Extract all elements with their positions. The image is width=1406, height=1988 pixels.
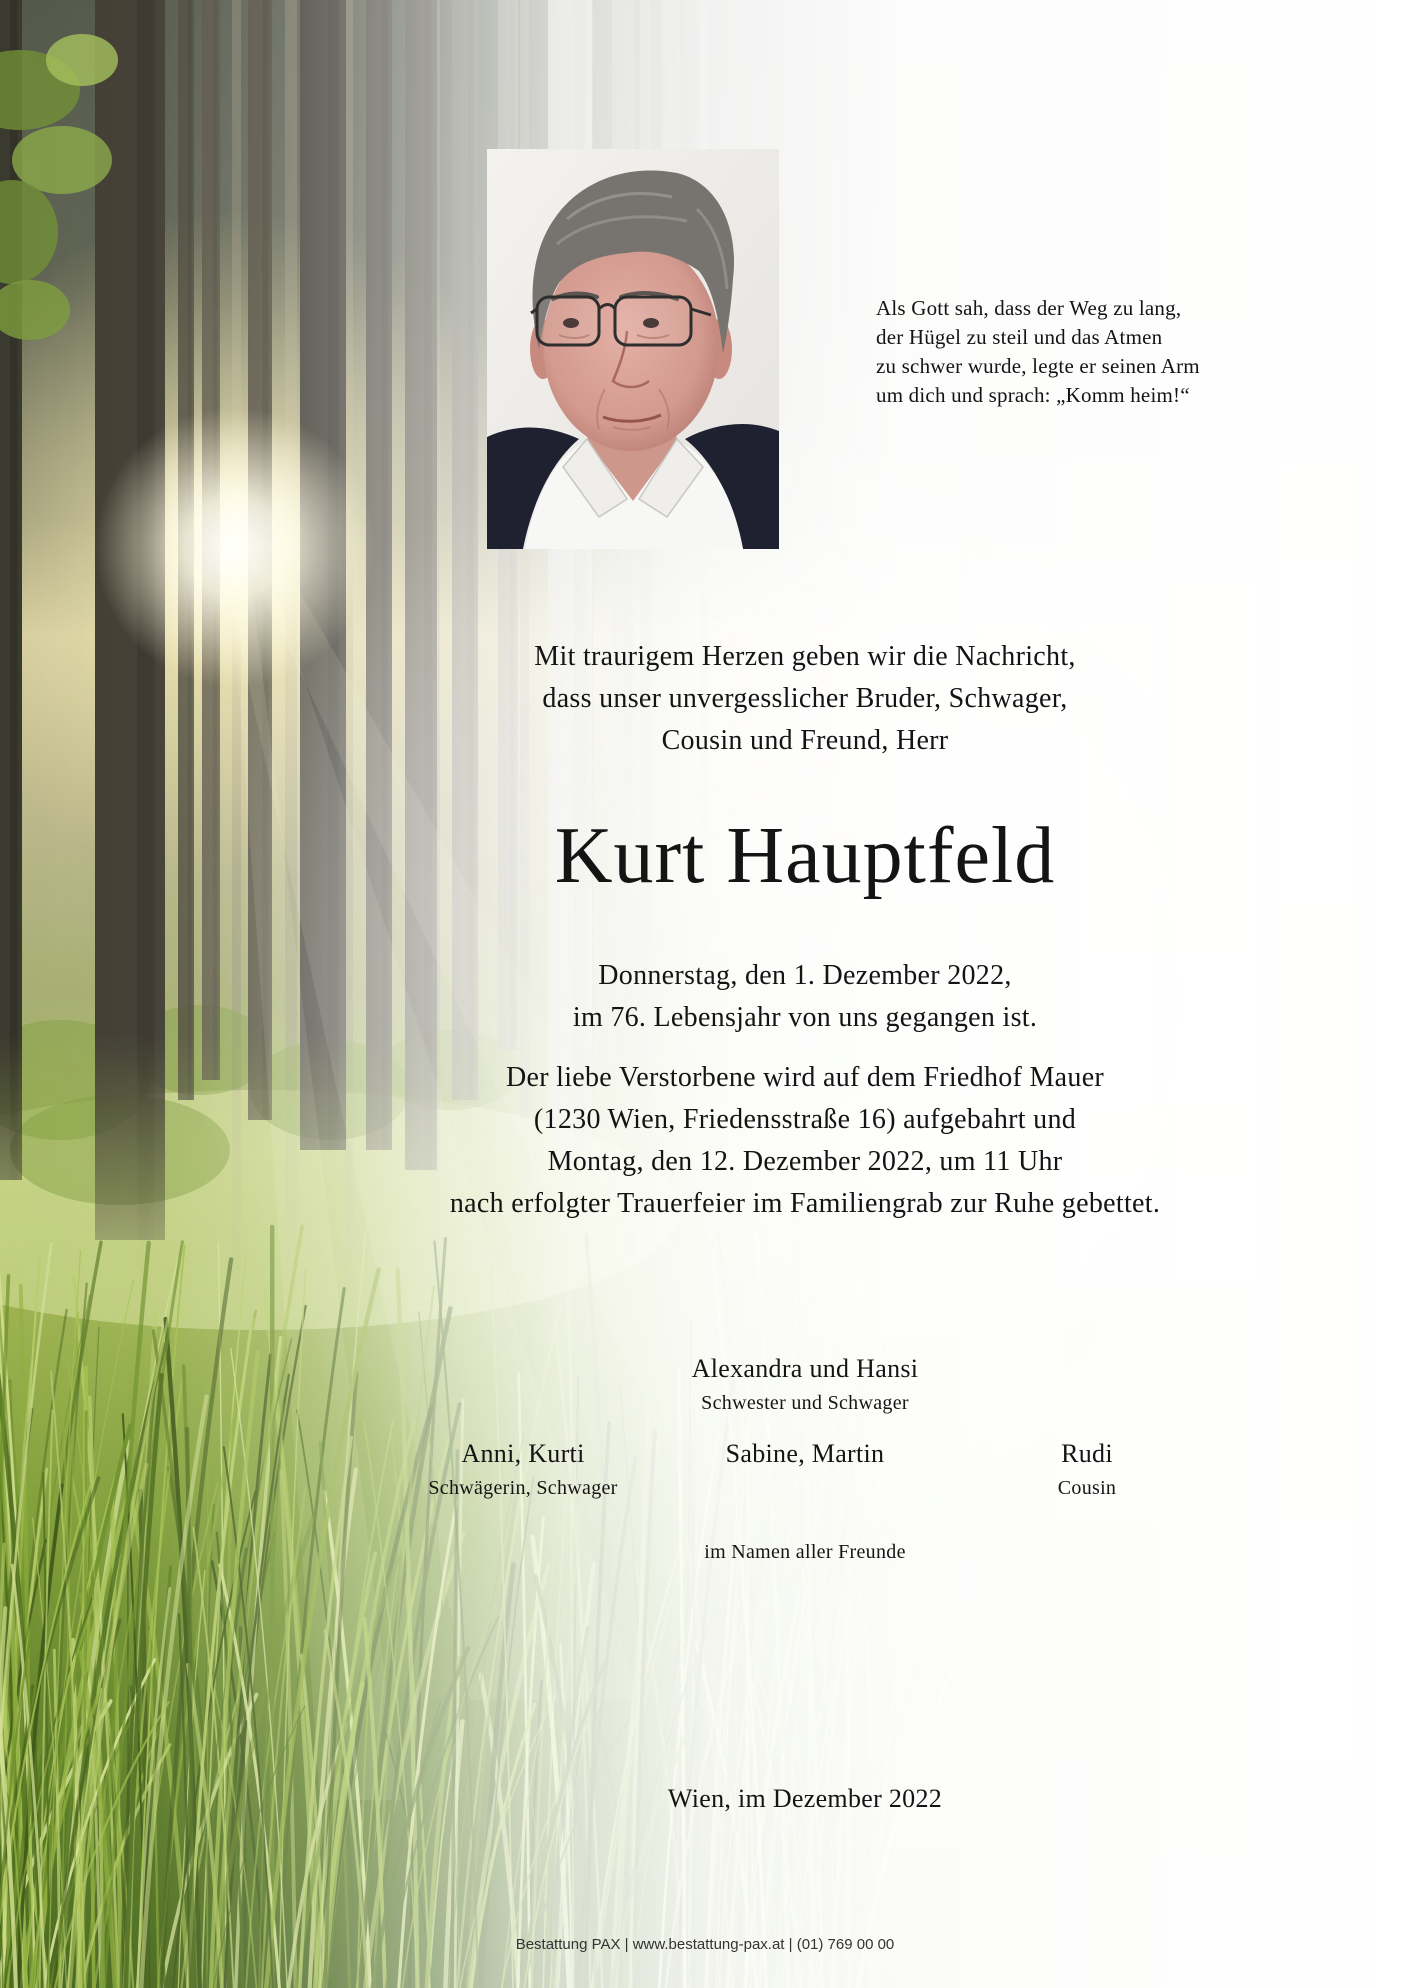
portrait-photo	[487, 149, 779, 549]
mourner-group	[373, 1437, 673, 1501]
deceased-name: Kurt Hauptfeld	[554, 812, 1056, 900]
poem	[876, 294, 1200, 410]
announcement	[305, 636, 1305, 762]
announcement-line: Cousin und Freund, Herr	[661, 725, 949, 756]
mourner-relation: Schwägerin, Schwager	[428, 1477, 618, 1499]
mourner-relation: Schwester und Schwager	[701, 1392, 909, 1414]
glasses-lens-left	[537, 297, 599, 345]
funeral-line: nach erfolgter Trauerfeier im Familiengrab zur Ruhe gebettet.	[449, 1188, 1161, 1219]
funeral-line: (1230 Wien, Friedensstraße 16) aufgebahrt und	[533, 1104, 1077, 1135]
mourner-group	[655, 1437, 955, 1471]
mourner-relation: Cousin	[1057, 1477, 1117, 1499]
poem-line: zu schwer wurde, legte er seinen Arm	[876, 354, 1200, 378]
poem-line: Als Gott sah, dass der Weg zu lang,	[876, 296, 1182, 320]
mourner-primary	[305, 1352, 1305, 1416]
mourner-names: Rudi	[1061, 1439, 1113, 1468]
mourner-names: Anni, Kurti	[461, 1439, 585, 1468]
funeral-line: Der liebe Verstorbene wird auf dem Friedhof Mauer	[505, 1062, 1105, 1093]
poem-line: der Hügel zu steil und das Atmen	[876, 325, 1163, 349]
funeral-details	[305, 1057, 1305, 1225]
announcement-line: dass unser unvergesslicher Bruder, Schwager,	[542, 683, 1068, 714]
mourner-group	[937, 1437, 1237, 1501]
friends-note: im Namen aller Freunde	[704, 1541, 906, 1563]
passing-line: im 76. Lebensjahr von uns gegangen ist.	[572, 1002, 1038, 1033]
funeral-home-footer: Bestattung PAX | www.bestattung-pax.at | (01) 769 00 00	[515, 1936, 895, 1953]
glasses-lens-right	[615, 297, 691, 345]
poem-line: um dich und sprach: „Komm heim!“	[876, 383, 1190, 407]
mourner-names: Alexandra und Hansi	[691, 1354, 919, 1383]
funeral-line: Montag, den 12. Dezember 2022, um 11 Uhr	[547, 1146, 1063, 1177]
portrait-image	[487, 149, 779, 549]
place-date: Wien, im Dezember 2022	[667, 1784, 943, 1813]
mourner-names: Sabine, Martin	[725, 1439, 885, 1468]
announcement-line: Mit traurigem Herzen geben wir die Nachricht,	[534, 641, 1076, 672]
glasses-icon	[531, 297, 711, 345]
passing-notice	[305, 955, 1305, 1039]
passing-line: Donnerstag, den 1. Dezember 2022,	[598, 960, 1012, 991]
